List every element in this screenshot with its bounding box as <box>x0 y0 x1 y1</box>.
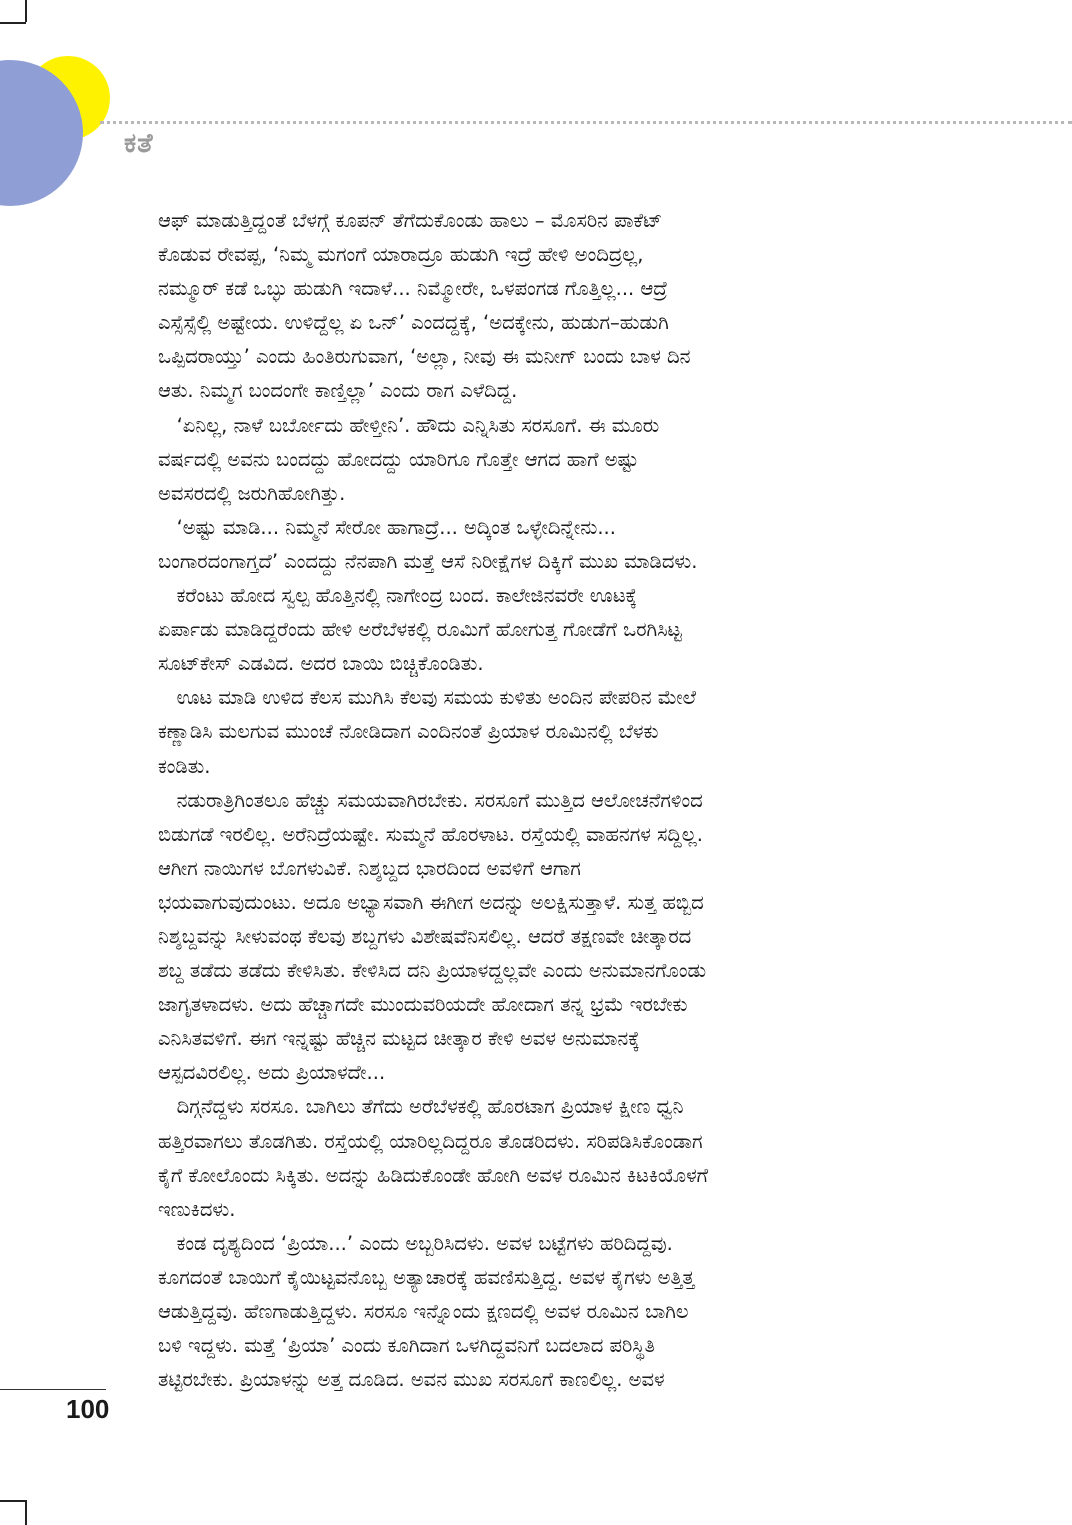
text-line: ಕೈಗೆ ಕೋಲೊಂದು ಸಿಕ್ಕಿತು. ಅದನ್ನು ಹಿಡಿದುಕೊಂಡೇ ಹೋಗಿ ಅವಳ ರೂಮಿನ ಕಿಟಕಿಯೊಳಗೆ <box>158 1163 708 1187</box>
text-line: ದಿಗ್ಗನೆದ್ದಳು ಸರಸೂ. ಬಾಗಿಲು ತೆಗೆದು ಅರೆಬೆಳಕಲ್ಲಿ ಹೊರಟಾಗ ಪ್ರಿಯಾಳ ಕ್ಷೀಣ ಧ್ವನಿ <box>158 1095 684 1119</box>
text-line: ಭಯವಾಗುವುದುಂಟು. ಅದೂ ಅಭ್ಯಾಸವಾಗಿ ಈಗೀಗ ಅದನ್ನು ಅಲಕ್ಷಿಸುತ್ತಾಳೆ. ಸುತ್ತ ಹಬ್ಬಿದ <box>158 890 704 914</box>
text-line: ಎಸ್ಸೆಸ್ಸೆಲ್ಲಿ ಅಷ್ಟೇಯ. ಉಳಿದ್ದೆಲ್ಲ ಏ ಒನ್’ ಎಂದದ್ದಕ್ಕೆ, ‘ಅದಕ್ಕೇನು, ಹುಡುಗ–ಹುಡುಗಿ <box>158 311 669 335</box>
text-line: ಆಫ್ ಮಾಡುತ್ತಿದ್ದಂತೆ ಬೆಳಗ್ಗೆ ಕೂಪನ್ ತೆಗೆದುಕೊಂಡು ಹಾಲು – ಮೊಸರಿನ ಪಾಕೆಟ್ <box>158 209 663 232</box>
text-line: ಕೂಗದಂತೆ ಬಾಯಿಗೆ ಕೈಯಿಟ್ಟವನೊಬ್ಬ ಅತ್ಯಾಚಾರಕ್ಕೆ ಹವಣಿಸುತ್ತಿದ್ದ. ಅವಳ ಕೈಗಳು ಅತ್ತಿತ್ತ <box>158 1265 695 1289</box>
text-line: ಆಸ್ಪದವಿರಲಿಲ್ಲ. ಅದು ಪ್ರಿಯಾಳದೇ... <box>158 1061 386 1085</box>
text-line: ಏರ್ಪಾಡು ಮಾಡಿದ್ದರೆಂದು ಹೇಳಿ ಅರೆಬೆಳಕಲ್ಲಿ ರೂಮಿಗೆ ಹೋಗುತ್ತ ಗೋಡೆಗೆ ಒರಗಿಸಿಟ್ಟ <box>158 618 682 642</box>
page-number: 100 <box>66 1394 110 1424</box>
text-line: ಆಗೀಗ ನಾಯಿಗಳ ಬೊಗಳುವಿಕೆ. ನಿಶ್ಶಬ್ದದ ಭಾರದಿಂದ ಅವಳಿಗೆ ಆಗಾಗ <box>158 856 581 880</box>
text-line: ಸೂಟ್‌ಕೇಸ್ ಎಡವಿದ. ಅದರ ಬಾಯಿ ಬಿಚ್ಚಿಕೊಂಡಿತು. <box>158 652 484 676</box>
decorative-circles <box>0 0 130 220</box>
text-line: ನಡುರಾತ್ರಿಗಿಂತಲೂ ಹೆಚ್ಚು ಸಮಯವಾಗಿರಬೇಕು. ಸರಸೂಗೆ ಮುತ್ತಿದ ಆಲೋಚನೆಗಳಿಂದ <box>158 788 703 812</box>
text-line: ಅವಸರದಲ್ಲಿ ಜರುಗಿಹೋಗಿತ್ತು. <box>158 481 346 505</box>
text-line: ‘ಅಷ್ಟು ಮಾಡಿ... ನಿಮ್ಮನೆ ಸೇರೋ ಹಾಗಾದ್ರೆ... ಅದ್ಕಿಂತ ಒಳ್ಳೇದಿನ್ನೇನು... <box>158 515 616 539</box>
text-line: ಇಣುಕಿದಳು. <box>158 1197 236 1221</box>
text-line: ವರ್ಷದಲ್ಲಿ ಅವನು ಬಂದದ್ದು ಹೋದದ್ದು ಯಾರಿಗೂ ಗೊತ್ತೇ ಆಗದ ಹಾಗೆ ಅಷ್ಟು <box>158 447 639 471</box>
text-line: ಬಳಿ ಇದ್ದಳು. ಮತ್ತೆ ‘ಪ್ರಿಯಾ’ ಎಂದು ಕೂಗಿದಾಗ ಒಳಗಿದ್ದವನಿಗೆ ಬದಲಾದ ಪರಿಸ್ಥಿತಿ <box>158 1334 655 1358</box>
text-line: ಎನಿಸಿತವಳಿಗೆ. ಈಗ ಇನ್ನಷ್ಟು ಹೆಚ್ಚಿನ ಮಟ್ಟದ ಚೀತ್ಕಾರ ಕೇಳಿ ಅವಳ ಅನುಮಾನಕ್ಕೆ <box>158 1027 640 1051</box>
text-line: ನಿಶ್ಶಬ್ದವನ್ನು ಸೀಳುವಂಥ ಕೆಲವು ಶಬ್ದಗಳು ವಿಶೇಷವೆನಿಸಲಿಲ್ಲ. ಆದರೆ ತಕ್ಷಣವೇ ಚೀತ್ಕಾರದ <box>158 924 692 948</box>
text-line: ಊಟ ಮಾಡಿ ಉಳಿದ ಕೆಲಸ ಮುಗಿಸಿ ಕೆಲವು ಸಮಯ ಕುಳಿತು ಅಂದಿನ ಪೇಪರಿನ ಮೇಲೆ <box>158 686 697 710</box>
text-line: ಆಡುತ್ತಿದ್ದವು. ಹೆಣಗಾಡುತ್ತಿದ್ದಳು. ಸರಸೂ ಇನ್ನೊಂದು ಕ್ಷಣದಲ್ಲಿ ಅವಳ ರೂಮಿನ ಬಾಗಿಲ <box>158 1300 689 1323</box>
text-line: ಆತು. ನಿಮ್ಮಗ ಬಂದಂಗೇ ಕಾಣ್ತಿಲ್ಲಾ’ ಎಂದು ರಾಗ ಎಳೆದಿದ್ದ. <box>158 379 518 403</box>
text-line: ಕೊಡುವ ರೇವಪ್ಪ, ‘ನಿಮ್ಮ ಮಗಂಗೆ ಯಾರಾದ್ರೂ ಹುಡುಗಿ ಇದ್ರೆ ಹೇಳಿ ಅಂದಿದ್ರಲ್ಲ, <box>158 243 644 267</box>
text-line: ಬಿಡುಗಡೆ ಇರಲಿಲ್ಲ. ಅರೆನಿದ್ರೆಯಷ್ಟೇ. ಸುಮ್ಮನೆ ಹೊರಳಾಟ. ರಸ್ತೆಯಲ್ಲಿ ವಾಹನಗಳ ಸದ್ದಿಲ್ಲ. <box>158 822 703 846</box>
text-line: ಶಬ್ದ ತಡೆದು ತಡೆದು ಕೇಳಿಸಿತು. ಕೇಳಿಸಿದ ದನಿ ಪ್ರಿಯಾಳದ್ದಲ್ಲವೇ ಎಂದು ಅನುಮಾನಗೊಂಡು <box>158 959 707 983</box>
crop-mark-bottom-left-horizontal <box>0 1500 26 1502</box>
text-line: ‘ಏನಿಲ್ಲ, ನಾಳೆ ಬರ್ಬೋದು ಹೇಳ್ತೀನಿ’. ಹೌದು ಎನ್ನಿಸಿತು ಸರಸೂಗೆ. ಈ ಮೂರು <box>158 413 660 437</box>
text-line: ನಮ್ಮೂರ್ ಕಡೆ ಒಬ್ಳು ಹುಡುಗಿ ಇದಾಳೆ... ನಿಮ್ಮೋರೇ, ಒಳಪಂಗಡ ಗೊತ್ತಿಲ್ಲ... ಆದ್ರೆ <box>158 277 668 301</box>
text-line: ಜಾಗೃತಳಾದಳು. ಅದು ಹೆಚ್ಚಾಗದೇ ಮುಂದುವರಿಯದೇ ಹೋದಾಗ ತನ್ನ ಭ್ರಮೆ ಇರಬೇಕು <box>158 993 688 1017</box>
header-dotted-rule <box>100 121 1072 124</box>
section-title: ಕತೆ <box>124 128 154 159</box>
text-line: ಕಂಡಿತು. <box>158 754 211 778</box>
text-line: ಕರೆಂಟು ಹೋದ ಸ್ವಲ್ಪ ಹೊತ್ತಿನಲ್ಲಿ ನಾಗೇಂದ್ರ ಬಂದ. ಕಾಲೇಜಿನವರೇ ಊಟಕ್ಕೆ <box>158 584 637 608</box>
text-line: ತಟ್ಟಿರಬೇಕು. ಪ್ರಿಯಾಳನ್ನು ಅತ್ತ ದೂಡಿದ. ಅವನ ಮುಖ ಸರಸೂಗೆ ಕಾಣಲಿಲ್ಲ. ಅವಳ <box>158 1368 665 1392</box>
crop-mark-bottom-left <box>25 1500 27 1525</box>
page-number-rule <box>0 1389 106 1390</box>
text-line: ಕಂಡ ದೃಶ್ಯದಿಂದ ‘ಪ್ರಿಯಾ...’ ಎಂದು ಅಬ್ಬರಿಸಿದಳು. ಅವಳ ಬಟ್ಟೆಗಳು ಹರಿದಿದ್ದವು. <box>158 1231 673 1255</box>
story-body <box>158 204 918 1397</box>
text-line: ಕಣ್ಣಾಡಿಸಿ ಮಲಗುವ ಮುಂಚೆ ನೋಡಿದಾಗ ಎಂದಿನಂತೆ ಪ್ರಿಯಾಳ ರೂಮಿನಲ್ಲಿ ಬೆಳಕು <box>158 720 659 744</box>
text-line: ಬಂಗಾರದಂಗಾಗ್ತದೆ’ ಎಂದದ್ದು ನೆನಪಾಗಿ ಮತ್ತೆ ಆಸೆ ನಿರೀಕ್ಷೆಗಳ ದಿಕ್ಕಿಗೆ ಮುಖ ಮಾಡಿದಳು. <box>158 549 698 573</box>
text-line: ಒಪ್ಪಿದರಾಯ್ತು’ ಎಂದು ಹಿಂತಿರುಗುವಾಗ, ‘ಅಲ್ಲಾ, ನೀವು ಈ ಮನೀಗ್ ಬಂದು ಬಾಳ ದಿನ <box>158 345 691 369</box>
text-line: ಹತ್ತಿರವಾಗಲು ತೊಡಗಿತು. ರಸ್ತೆಯಲ್ಲಿ ಯಾರಿಲ್ಲದಿದ್ದರೂ ತೊಡರಿದಳು. ಸರಿಪಡಿಸಿಕೊಂಡಾಗ <box>158 1129 703 1153</box>
